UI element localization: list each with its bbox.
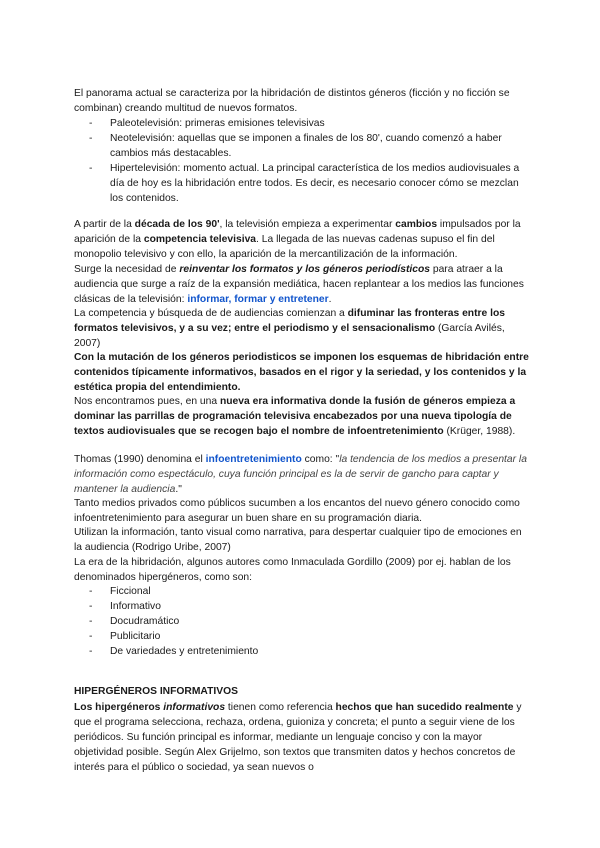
list-item: - Docudramático: [74, 615, 530, 630]
paragraph-nueva-era: Nos encontramos pues, en una nueva era informativa donde la fusión de géneros empieza a dominar las parrillas de programación televisiva encabezados por una nueva tipología de textos audiovisuales que se recogen bajo el nombre de infoentretenimiento (Krüger, 1988).: [74, 396, 516, 437]
paragraph-hipergeneros: Los hipergéneros informativos tienen como referencia hechos que han sucedido realmente y que el programa selecciona, rechaza, ordena, guioniza y concreta; el punto a seguir viene de los periódicos. Su función principal es informar, mediante un lenguaje conciso y con la mayor objetividad posible. Según Alex Grijelmo, son textos que transmiten datos y hechos concretos de interés para el público o sociedad, ya sean nuevos o: [74, 702, 522, 773]
list-item: - Paleotelevisión: primeras emisiones televisivas: [74, 117, 530, 132]
list-item: - De variedades y entretenimiento: [74, 645, 530, 660]
list-item: - Neotelevisión: aquellas que se imponen a finales de los 80', cuando comenzó a haber cambios más destacables.: [74, 132, 530, 162]
television-eras-list: [74, 117, 530, 206]
paragraph-reinventar: Surge la necesidad de reinventar los formatos y los géneros periodísticos para atraer a la audiencia que surge a raíz de la expansión mediática, hacen replantear a los medios las funciones clásicas de la televisión: informar, formar y entretener.: [74, 264, 524, 305]
hypergenres-list: [74, 585, 530, 660]
list-item: - Ficcional: [74, 585, 530, 600]
list-item: - Hipertelevisión: momento actual. La principal característica de los medios audiovisuales a día de hoy es la hibridación entre todos. Es decir, es necesario conocer cómo se mezclan los contenidos.: [74, 162, 530, 207]
paragraph-90s: A partir de la década de los 90', la televisión empieza a experimentar cambios impulsados por la aparición de la competencia televisiva. La llegada de las nuevas cadenas supuso el fin del monopolio televisivo y con ello, la aparición de la mercantilización de la información.: [74, 219, 521, 260]
functions-link[interactable]: informar, formar y entretener: [187, 293, 329, 305]
paragraph-medios: Tanto medios privados como públicos sucumben a los encantos del nuevo género conocido como infoentretenimiento para asegurar un buen share en su programación diaria.: [74, 498, 520, 524]
list-item: - Publicitario: [74, 630, 530, 645]
intro-paragraph: El panorama actual se caracteriza por la hibridación de distintos géneros (ficción y no ficción se combinan) creando multitud de nuevos formatos.: [74, 88, 510, 114]
paragraph-thomas: Thomas (1990) denomina el infoentretenimiento como: "la tendencia de los medios a presentar la información como espectáculo, cuya función principal es la de servir de gancho para captar y mantener la audiencia.": [74, 454, 527, 495]
infoentretenimiento-link[interactable]: infoentretenimiento: [205, 454, 302, 465]
paragraph-competencia: La competencia y búsqueda de de audiencias comienzan a difuminar las fronteras entre los formatos televisivos, y a su vez; entre el periodismo y el sensacionalismo (García Avilés, 2007): [74, 308, 505, 349]
paragraph-hibridacion: La era de la hibridación, algunos autores como Inmaculada Gordillo (2009) por ej. hablan de los denominados hipergéneros, como son:: [74, 557, 511, 583]
section-heading: HIPERGÉNEROS INFORMATIVOS: [74, 686, 239, 697]
list-item: - Informativo: [74, 600, 530, 615]
paragraph-mutacion: Con la mutación de los géneros periodisticos se imponen los esquemas de hibridación entre contenidos típicamente informativos, basados en el rigor y la seriedad, y los contenidos y la estética propia del entendimiento.: [74, 352, 529, 393]
paragraph-emociones: Utilizan la información, tanto visual como narrativa, para despertar cualquier tipo de emociones en la audiencia (Rodrigo Uribe, 2007): [74, 527, 522, 553]
